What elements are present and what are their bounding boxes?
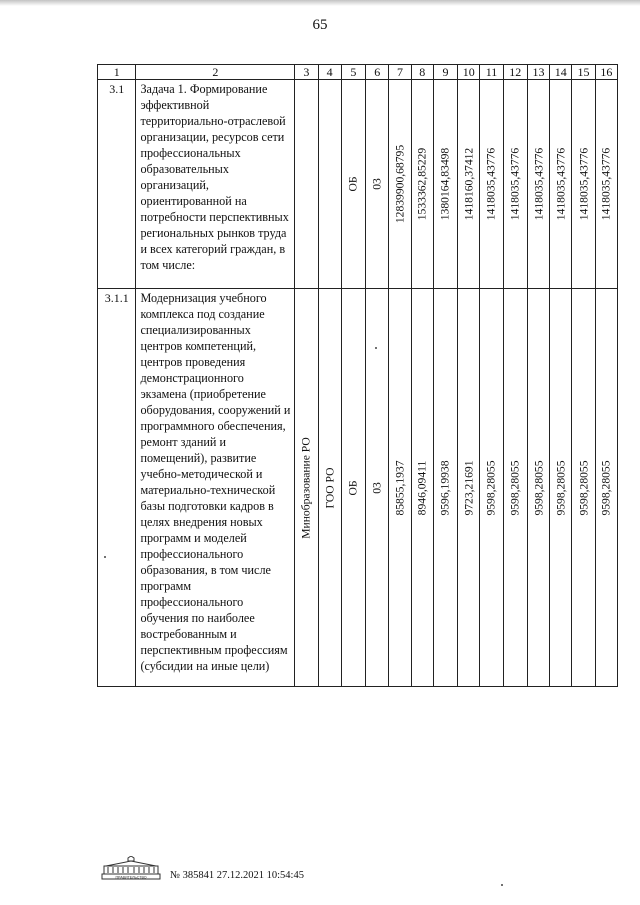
column-number: 12 (503, 65, 527, 80)
value-cell (550, 80, 572, 289)
column-number: 4 (318, 65, 341, 80)
value-cell (503, 289, 527, 687)
value-label: 1418160,37412 (462, 147, 476, 221)
section-cell (366, 289, 389, 687)
scan-top-edge (0, 0, 640, 6)
value-label: 1418035,43776 (484, 147, 498, 221)
column-number: 14 (550, 65, 572, 80)
table-row (98, 80, 618, 289)
scan-speck (501, 884, 503, 886)
government-building-logo (100, 856, 162, 880)
value-cell (480, 80, 503, 289)
value-label: 1380164,83498 (438, 147, 452, 221)
value-cell (572, 289, 595, 687)
column-number: 5 (341, 65, 365, 80)
value-cell (527, 80, 549, 289)
value-cell (411, 289, 433, 687)
value-label: 1418035,43776 (532, 147, 545, 221)
row-description: Задача 1. Формирование эффективной территориально-отраслевой организации, ресурсов сети профессиональных образовательных организаций, ориентированной на потребности перспективных региональных рынков труда и всех категорий граждан, в том числе: (136, 80, 295, 289)
value-label: 1418035,43776 (508, 147, 522, 221)
executor-cell (295, 289, 318, 687)
row-description: Модернизация учебного комплекса под создание специализированных центров компетенций, центров проведения демонстрационного экзамена (приобретение оборудования, сооружений и программного обеспечения, ремонт зданий и помещений), развитие учебно-методической и материально-технической базы подготовки кадров в целях внедрения новых программ и моделей профессионального образования, в том числе программ профессионального обучения по наиболее востребованным и перспективным профессиям (субсидии на иные цели) (136, 289, 295, 687)
scan-speck (375, 347, 377, 349)
value-cell (389, 80, 411, 289)
section-label: 03 (370, 178, 384, 190)
recipient-cell (318, 289, 341, 687)
value-label: 12839900,68795 (393, 144, 407, 224)
row-code: 3.1 (98, 80, 136, 289)
column-number: 16 (595, 65, 617, 80)
table-row (98, 289, 618, 687)
column-number-row (98, 65, 618, 80)
value-cell (527, 289, 549, 687)
value-label: 1418035,43776 (599, 147, 613, 221)
value-label: 1418035,43776 (554, 147, 568, 221)
value-label: 9723,21691 (462, 459, 476, 516)
column-number: 1 (98, 65, 136, 80)
registration-number: № 385841 27.12.2021 10:54:45 (170, 870, 304, 881)
value-label: 9598,28055 (599, 459, 613, 516)
column-number: 3 (295, 65, 318, 80)
value-cell (595, 289, 617, 687)
budget-cell (341, 80, 365, 289)
column-number: 7 (389, 65, 411, 80)
section-label: 03 (370, 481, 384, 494)
value-label: 9598,28055 (508, 459, 522, 516)
column-number: 6 (366, 65, 389, 80)
value-label: 9598,28055 (577, 459, 590, 516)
value-label: 1418035,43776 (577, 147, 590, 221)
value-cell (458, 289, 480, 687)
column-number: 11 (480, 65, 503, 80)
budget-table (97, 64, 618, 687)
value-cell (411, 80, 433, 289)
column-number: 9 (433, 65, 457, 80)
column-number: 2 (136, 65, 295, 80)
budget-label: ОБ (346, 479, 360, 496)
recipient-cell (318, 80, 341, 289)
budget-cell (341, 289, 365, 687)
value-cell (550, 289, 572, 687)
scan-speck (104, 556, 106, 558)
value-label: 9596,19938 (438, 459, 452, 516)
logo-caption: ПРАВИТЕЛЬСТВО (115, 875, 147, 880)
value-label: 9598,28055 (554, 459, 568, 516)
value-cell (389, 289, 411, 687)
recipient-label: ГОО РО (323, 466, 337, 509)
row-code: 3.1.1 (98, 289, 136, 687)
executor-label: Минобразование РО (299, 436, 313, 539)
column-number: 10 (458, 65, 480, 80)
column-number: 8 (411, 65, 433, 80)
value-cell (480, 289, 503, 687)
value-label: 85855,1937 (393, 459, 407, 516)
value-cell (433, 289, 457, 687)
column-number: 13 (527, 65, 549, 80)
value-label: 1533362,85229 (415, 147, 429, 221)
value-label: 9598,28055 (484, 459, 498, 516)
page-number: 65 (312, 17, 328, 33)
value-cell (595, 80, 617, 289)
value-cell (503, 80, 527, 289)
value-cell (572, 80, 595, 289)
value-cell (458, 80, 480, 289)
executor-cell (295, 80, 318, 289)
section-cell (366, 80, 389, 289)
registration-stamp (100, 856, 520, 882)
column-number: 15 (572, 65, 595, 80)
value-label: 9598,28055 (532, 459, 545, 516)
budget-label: ОБ (346, 176, 360, 192)
value-cell (433, 80, 457, 289)
value-label: 8946,09411 (415, 460, 429, 515)
